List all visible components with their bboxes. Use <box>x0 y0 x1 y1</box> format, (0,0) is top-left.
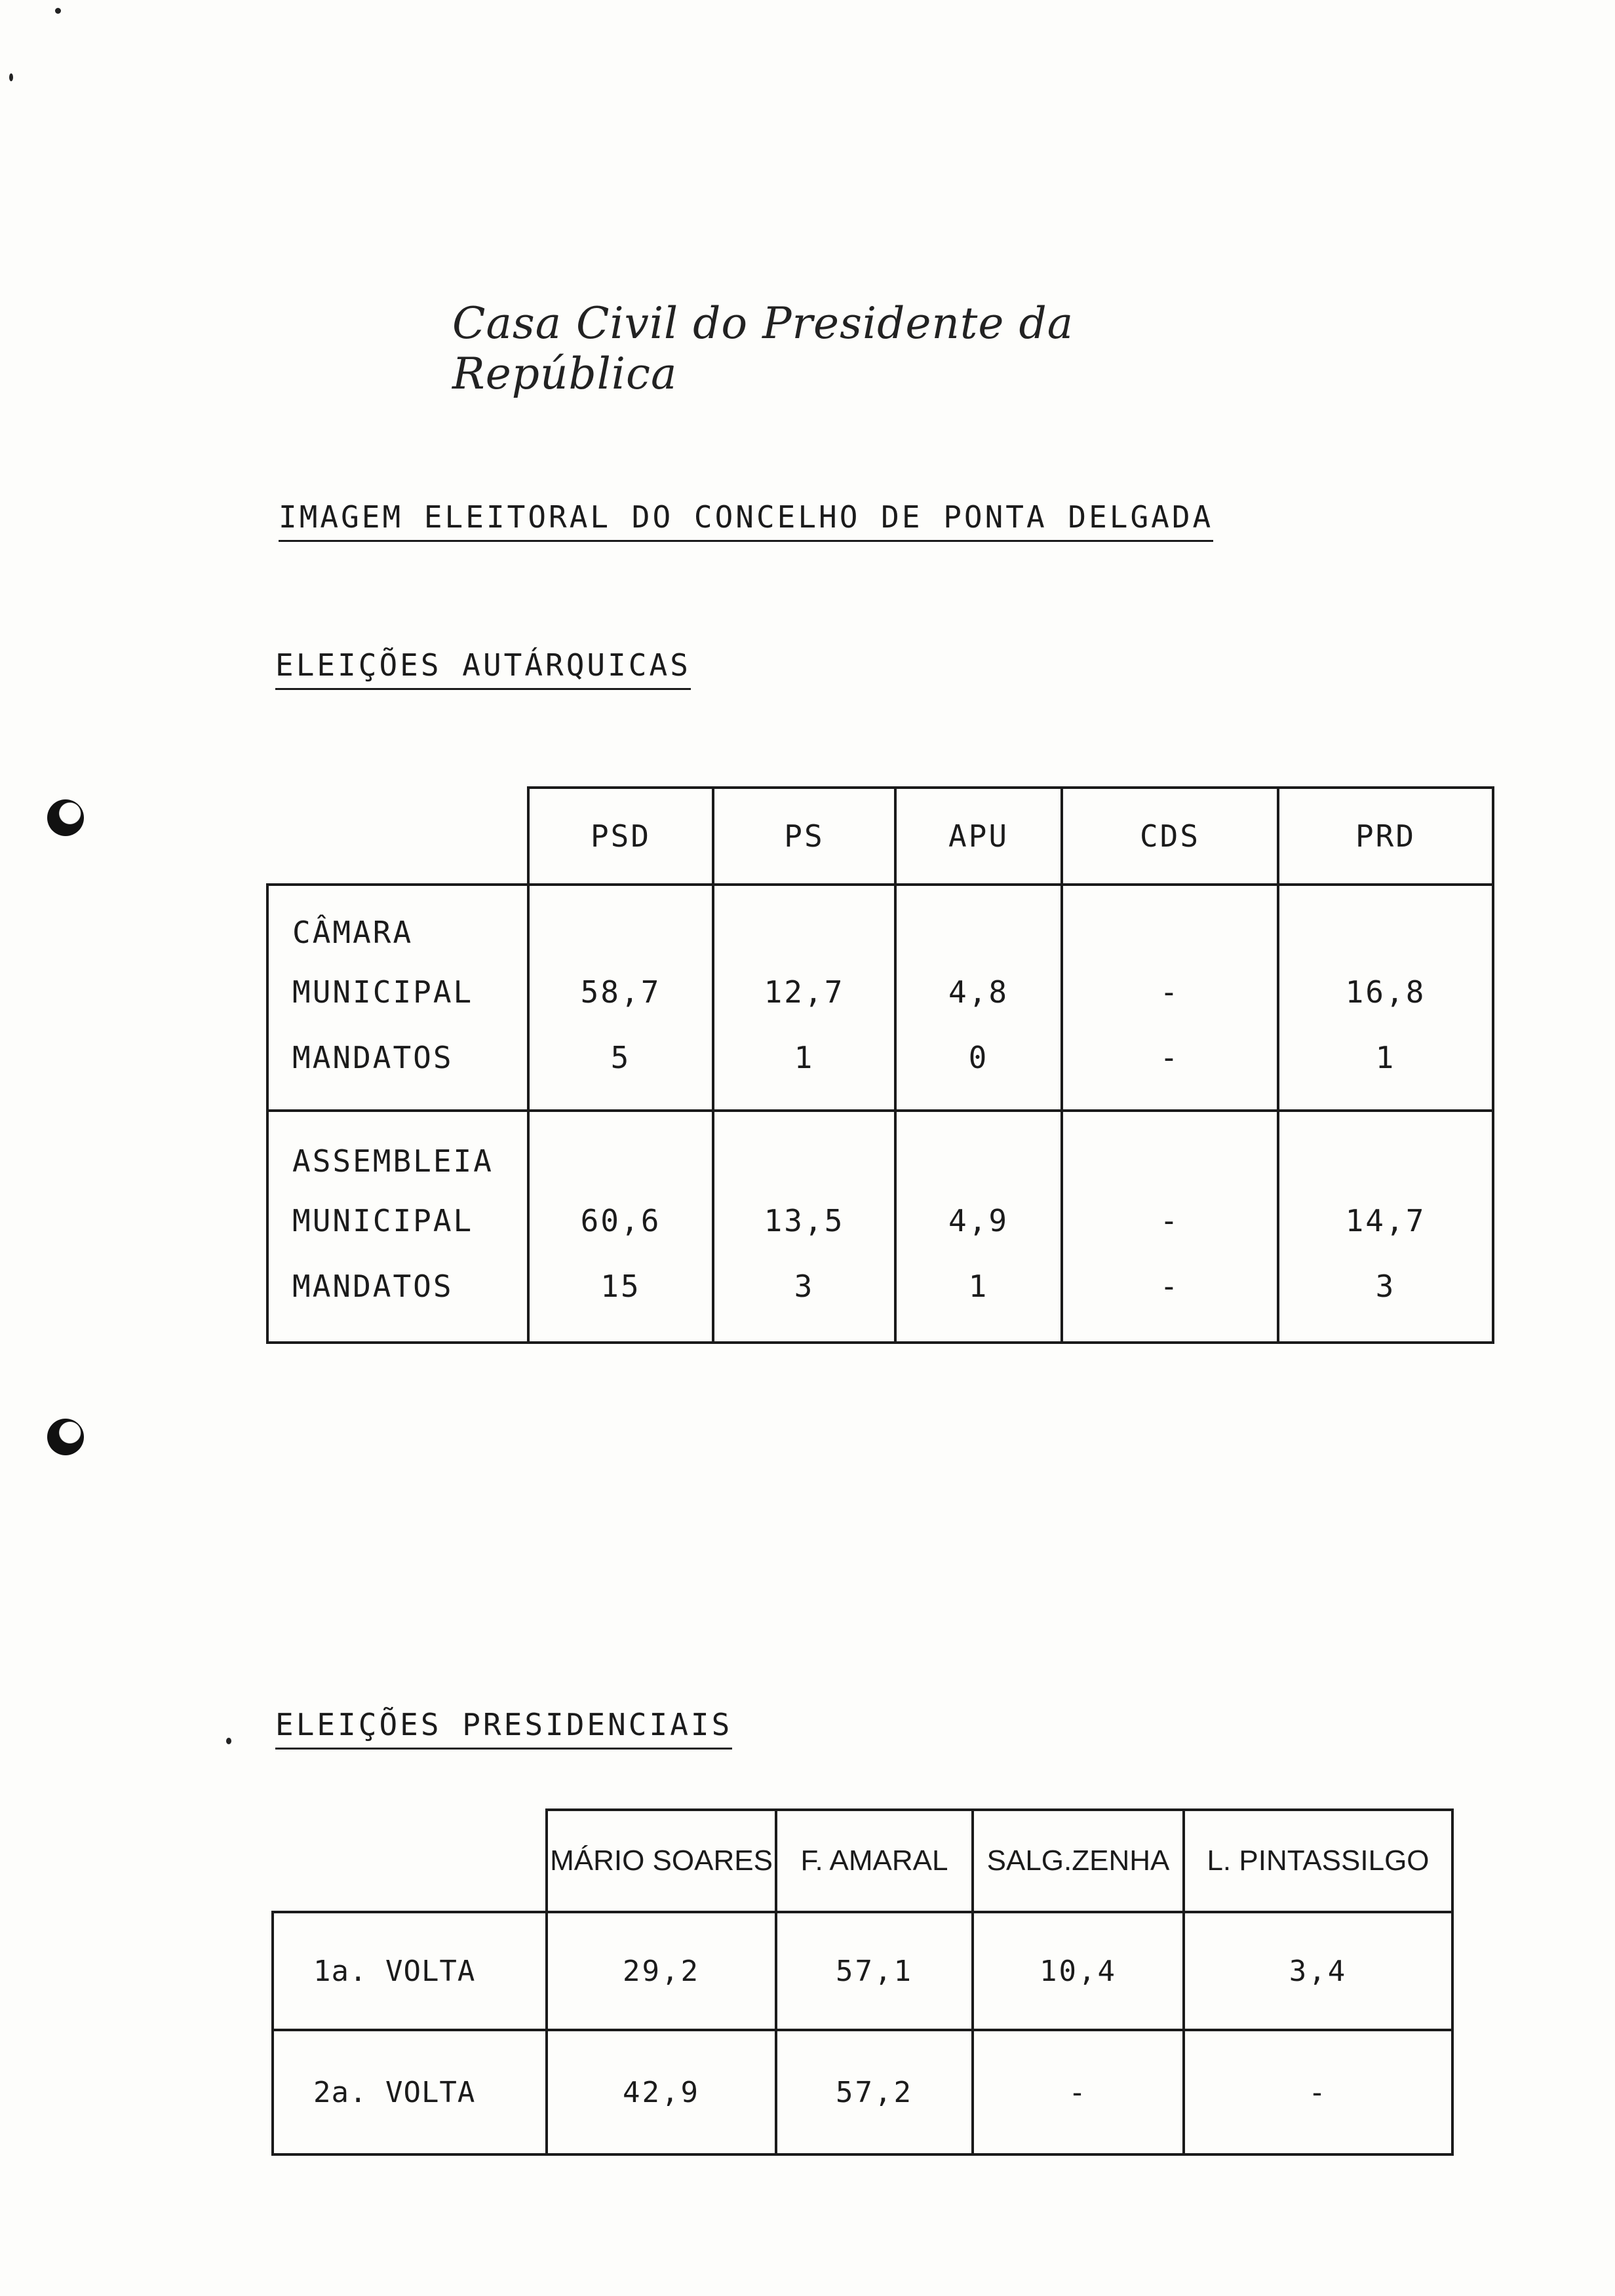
percent-value: 14,7 <box>1345 1203 1426 1238</box>
letterhead: Casa Civil do Presidente da República <box>452 298 1074 399</box>
mandatos-value: - <box>1159 1039 1180 1075</box>
row-label-line: MUNICIPAL <box>292 1203 474 1238</box>
party-header-ps: PS <box>713 788 895 885</box>
row-label-camara <box>267 885 528 1111</box>
round-label: 1a. VOLTA <box>273 1912 547 2030</box>
value-cell <box>1278 885 1493 1111</box>
blank-corner-cell <box>267 788 528 885</box>
value-cell <box>895 885 1062 1111</box>
row-label-line: MANDATOS <box>292 1269 454 1304</box>
party-header-psd: PSD <box>528 788 713 885</box>
percent-value: - <box>1159 1203 1180 1238</box>
round-label: 2a. VOLTA <box>273 2030 547 2154</box>
vote-value: 57,2 <box>776 2030 973 2154</box>
mandatos-value: - <box>1159 1269 1180 1304</box>
vote-value: - <box>1184 2030 1452 2154</box>
percent-value: 58,7 <box>580 974 661 1010</box>
vote-value: 3,4 <box>1184 1912 1452 2030</box>
percent-value: 4,8 <box>948 974 1009 1010</box>
value-cell <box>1278 1111 1493 1343</box>
presidenciais-heading: ELEIÇÕES PRESIDENCIAIS <box>275 1707 732 1750</box>
value-cell <box>895 1111 1062 1343</box>
row-label-line: CÂMARA <box>292 914 414 950</box>
mandatos-value: 15 <box>600 1269 641 1304</box>
autarquicas-table <box>266 786 1494 1344</box>
party-header-cds: CDS <box>1062 788 1278 885</box>
autarquicas-heading: ELEIÇÕES AUTÁRQUICAS <box>275 647 691 690</box>
scan-speck <box>226 1738 231 1744</box>
value-cell <box>713 885 895 1111</box>
mandatos-value: 3 <box>794 1269 815 1304</box>
table-row <box>267 885 1493 1111</box>
percent-value: 60,6 <box>580 1203 661 1238</box>
table-row <box>273 1912 1452 2030</box>
presidenciais-table <box>271 1808 1454 2156</box>
table-row <box>267 1111 1493 1343</box>
vote-value: 29,2 <box>547 1912 776 2030</box>
value-cell <box>528 1111 713 1343</box>
row-label-line: MANDATOS <box>292 1039 454 1075</box>
presidenciais-header-row <box>273 1810 1452 1912</box>
mandatos-value: 3 <box>1375 1269 1396 1304</box>
value-cell <box>1062 885 1278 1111</box>
percent-value: 4,9 <box>948 1203 1009 1238</box>
scan-speck <box>55 8 61 14</box>
vote-value: - <box>973 2030 1184 2154</box>
mandatos-value: 1 <box>794 1039 815 1075</box>
vote-value: 42,9 <box>547 2030 776 2154</box>
party-header-prd: PRD <box>1278 788 1493 885</box>
document-title: IMAGEM ELEITORAL DO CONCELHO DE PONTA DELGADA <box>279 499 1213 542</box>
percent-value: 16,8 <box>1345 974 1426 1010</box>
candidate-header-amaral: F. AMARAL <box>776 1810 973 1912</box>
mandatos-value: 5 <box>610 1039 631 1075</box>
party-header-apu: APU <box>895 788 1062 885</box>
scan-speck <box>9 73 13 81</box>
blank-corner-cell <box>273 1810 547 1912</box>
percent-value: 12,7 <box>764 974 845 1010</box>
value-cell <box>713 1111 895 1343</box>
mandatos-value: 0 <box>968 1039 989 1075</box>
percent-value: - <box>1159 974 1180 1010</box>
mandatos-value: 1 <box>1375 1039 1396 1075</box>
candidate-header-zenha: SALG.ZENHA <box>973 1810 1184 1912</box>
row-label-line: MUNICIPAL <box>292 974 474 1010</box>
candidate-header-soares: MÁRIO SOARES <box>547 1810 776 1912</box>
punch-hole-top <box>47 799 84 836</box>
autarquicas-header-row <box>267 788 1493 885</box>
mandatos-value: 1 <box>968 1269 989 1304</box>
row-label-line: ASSEMBLEIA <box>292 1143 494 1179</box>
punch-hole-bottom <box>47 1419 84 1455</box>
vote-value: 10,4 <box>973 1912 1184 2030</box>
candidate-header-pintassilgo: L. PINTASSILGO <box>1184 1810 1452 1912</box>
table-row <box>273 2030 1452 2154</box>
row-label-assembleia <box>267 1111 528 1343</box>
value-cell <box>528 885 713 1111</box>
percent-value: 13,5 <box>764 1203 845 1238</box>
value-cell <box>1062 1111 1278 1343</box>
vote-value: 57,1 <box>776 1912 973 2030</box>
